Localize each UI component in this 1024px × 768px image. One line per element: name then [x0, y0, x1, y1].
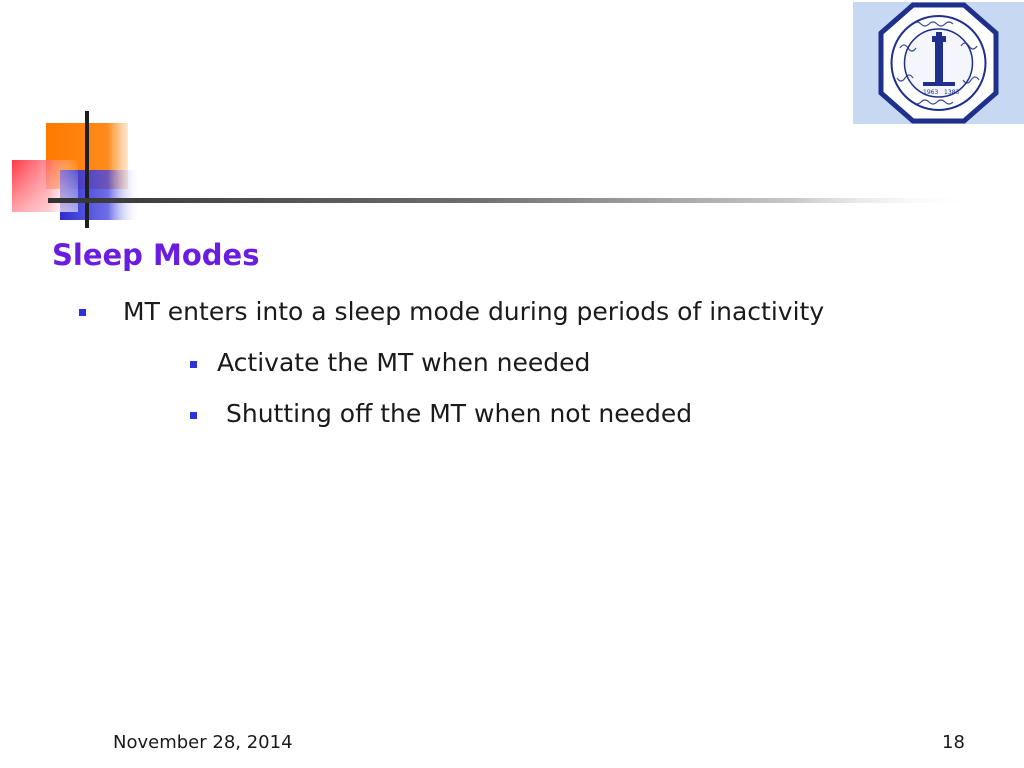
bullet-text: MT enters into a sleep mode during periods of inactivity: [123, 297, 825, 326]
footer-date: November 28, 2014: [113, 732, 293, 753]
bullet-text: Activate the MT when needed: [217, 348, 591, 377]
square-bullet-icon: [190, 412, 197, 419]
vertical-divider-line: [85, 111, 89, 228]
logo-year-left: 1963: [923, 89, 939, 96]
slide-title: Sleep Modes: [52, 238, 260, 272]
square-bullet-icon: [190, 361, 197, 368]
bullet-text: Shutting off the MT when not needed: [226, 399, 693, 428]
university-logo: [853, 2, 1024, 124]
logo-year-right: 1383: [944, 89, 960, 96]
horizontal-divider-line: [48, 198, 978, 203]
square-bullet-icon: [79, 309, 86, 316]
page-number: 18: [942, 732, 965, 753]
